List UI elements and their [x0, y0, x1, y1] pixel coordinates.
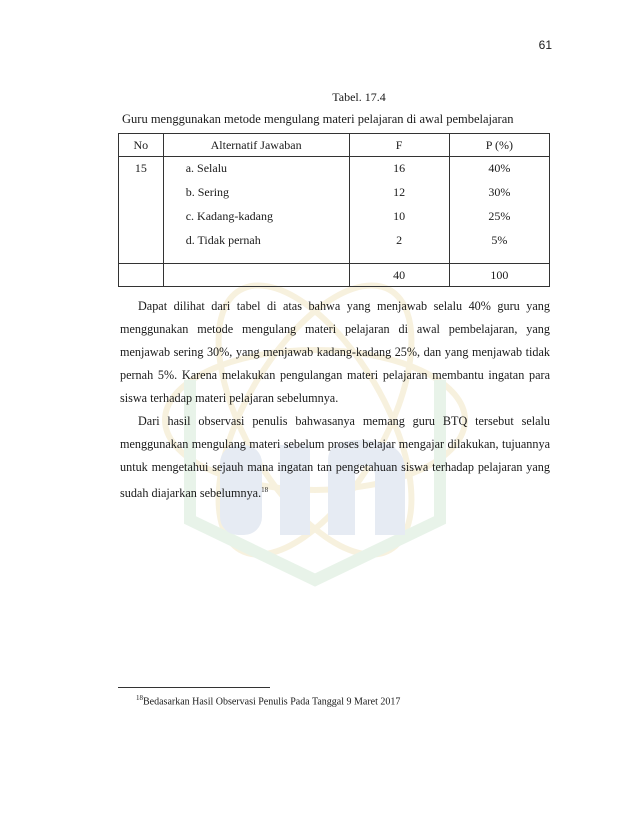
- data-table: [118, 133, 550, 287]
- percentage-a: 40%: [488, 161, 511, 175]
- alternative-b: b. Sering: [185, 185, 230, 199]
- alternative-a: a. Selalu: [185, 161, 228, 175]
- cell-alternatives: [163, 157, 349, 264]
- paragraph-1: [120, 295, 550, 410]
- table-header-row: [119, 134, 550, 157]
- cell-frequencies: [349, 157, 449, 264]
- paragraph-2: [120, 410, 550, 505]
- frequency-b: 12: [393, 185, 406, 199]
- cell-percentages: [449, 157, 549, 264]
- header-f: F: [349, 134, 449, 157]
- header-no: No: [119, 134, 164, 157]
- cell-no: 15: [119, 157, 164, 264]
- footnote: [136, 694, 400, 707]
- paragraph-1-text: Dapat dilihat dari tabel di atas bahwa yang menjawab selalu 40% guru yang menggunakan metode mengulang materi pelajaran di awal pembelajaran, yang menjawab sering 30%, yang menjawab kadang-kadang 25%, dan yang menjawab tidak pernah 5%. Karena melakukan pengulangan materi pelajaran membantu ingatan para siswa terhadap materi pelajaran sebelumnya.: [120, 299, 550, 405]
- percentage-c: 25%: [488, 209, 511, 223]
- percentage-b: 30%: [488, 185, 511, 199]
- percentage-d: 5%: [491, 233, 508, 247]
- footnote-text: Bedasarkan Hasil Observasi Penulis Pada Tanggal 9 Maret 2017: [143, 696, 401, 708]
- alternative-c: c. Kadang-kadang: [185, 209, 274, 223]
- footnote-number: 18: [136, 694, 143, 702]
- table-caption-subtitle: Guru menggunakan metode mengulang materi pelajaran di awal pembelajaran: [122, 112, 514, 126]
- frequency-d: 2: [396, 233, 403, 247]
- total-f: 40: [349, 264, 449, 287]
- alternative-d: d. Tidak pernah: [185, 233, 261, 247]
- total-no-empty: [119, 264, 164, 287]
- table-total-row: [119, 264, 550, 287]
- paragraph-2-text: Dari hasil observasi penulis bahwasanya memang guru BTQ tersebut selalu menggunakan mengulang materi sebelum proses belajar mengajar dilakukan, tujuannya untuk mengetahui sejauh mana ingatan tan pengetahuan siswa terhadap pelajaran yang sudah diajarkan sebelumnya.: [120, 414, 550, 501]
- header-alternatif: Alternatif Jawaban: [163, 134, 349, 157]
- table-row: [119, 157, 550, 264]
- footnote-reference[interactable]: 18: [261, 486, 269, 494]
- frequency-a: 16: [393, 161, 406, 175]
- total-alt-empty: [163, 264, 349, 287]
- frequency-c: 10: [393, 209, 406, 223]
- table-caption-title: Tabel. 17.4: [332, 90, 386, 104]
- header-p: P (%): [449, 134, 549, 157]
- total-p: 100: [449, 264, 549, 287]
- page-number: 61: [538, 38, 552, 52]
- footnote-divider: [118, 687, 270, 688]
